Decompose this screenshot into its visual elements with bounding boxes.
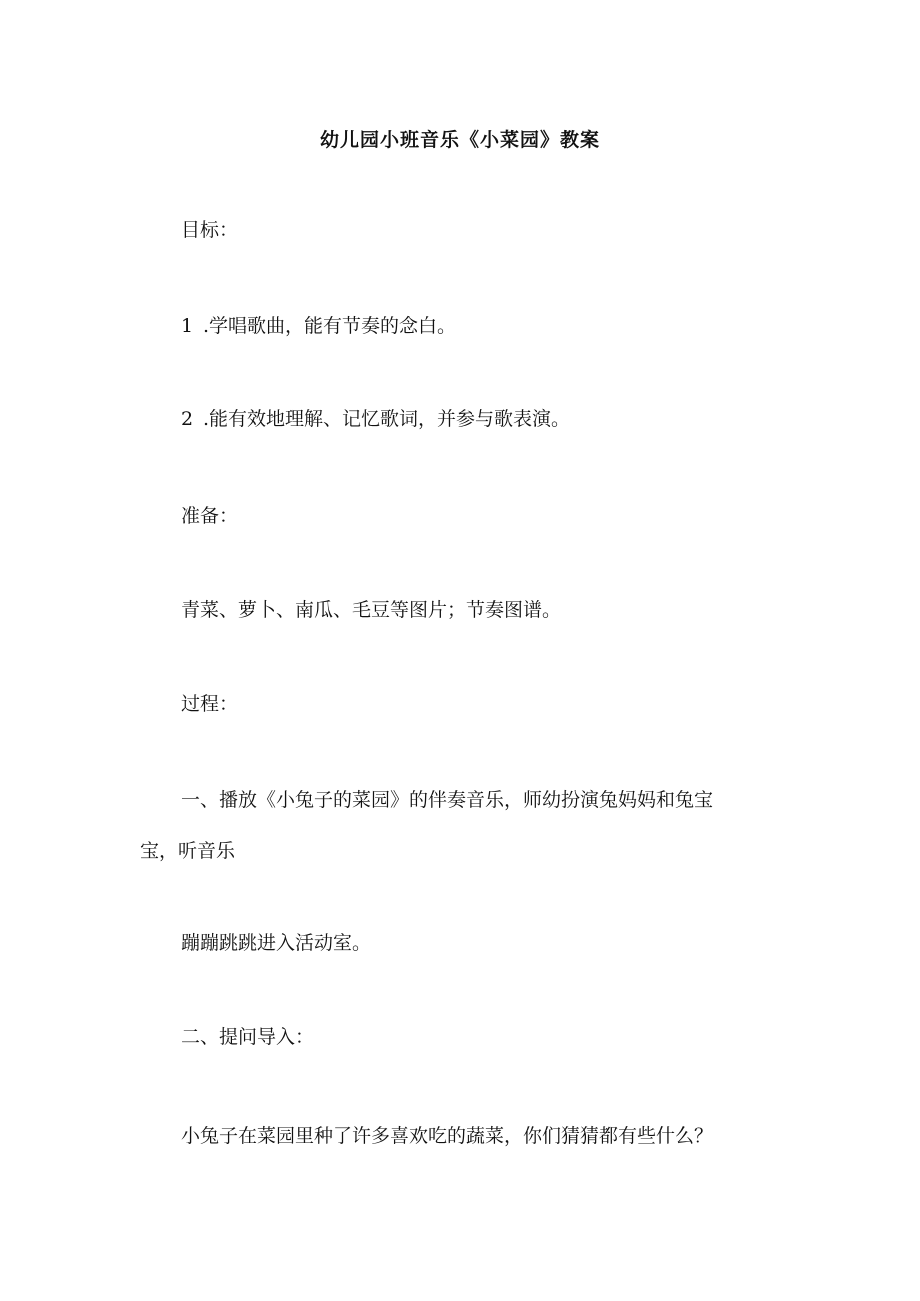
goal-text: .学唱歌曲，能有节奏的念白。	[203, 315, 457, 337]
goals-heading: 目标：	[181, 219, 239, 241]
step1-paragraph-line1: 一、播放《小兔子的菜园》的伴奏音乐，师幼扮演兔妈妈和兔宝	[181, 789, 714, 811]
goal-number: 1	[181, 315, 194, 337]
goal-item-1	[181, 312, 456, 340]
step1-paragraph-line2: 宝，听音乐	[140, 840, 236, 862]
step2-heading: 二、提问导入：	[181, 1026, 315, 1048]
goal-item-2	[181, 405, 570, 433]
prep-heading: 准备：	[181, 505, 239, 527]
prep-text: 青菜、萝卜、南瓜、毛豆等图片；节奏图谱。	[181, 599, 562, 621]
goal-text: .能有效地理解、记忆歌词，并参与歌表演。	[203, 408, 571, 430]
step1-paragraph-line3: 蹦蹦跳跳进入活动室。	[181, 932, 372, 954]
goal-number: 2	[181, 408, 194, 430]
step2-text: 小兔子在菜园里种了许多喜欢吃的蔬菜，你们猜猜都有些什么？	[181, 1125, 714, 1147]
document-title: 幼儿园小班音乐《小菜园》教案	[319, 129, 600, 151]
process-heading: 过程：	[181, 693, 239, 715]
